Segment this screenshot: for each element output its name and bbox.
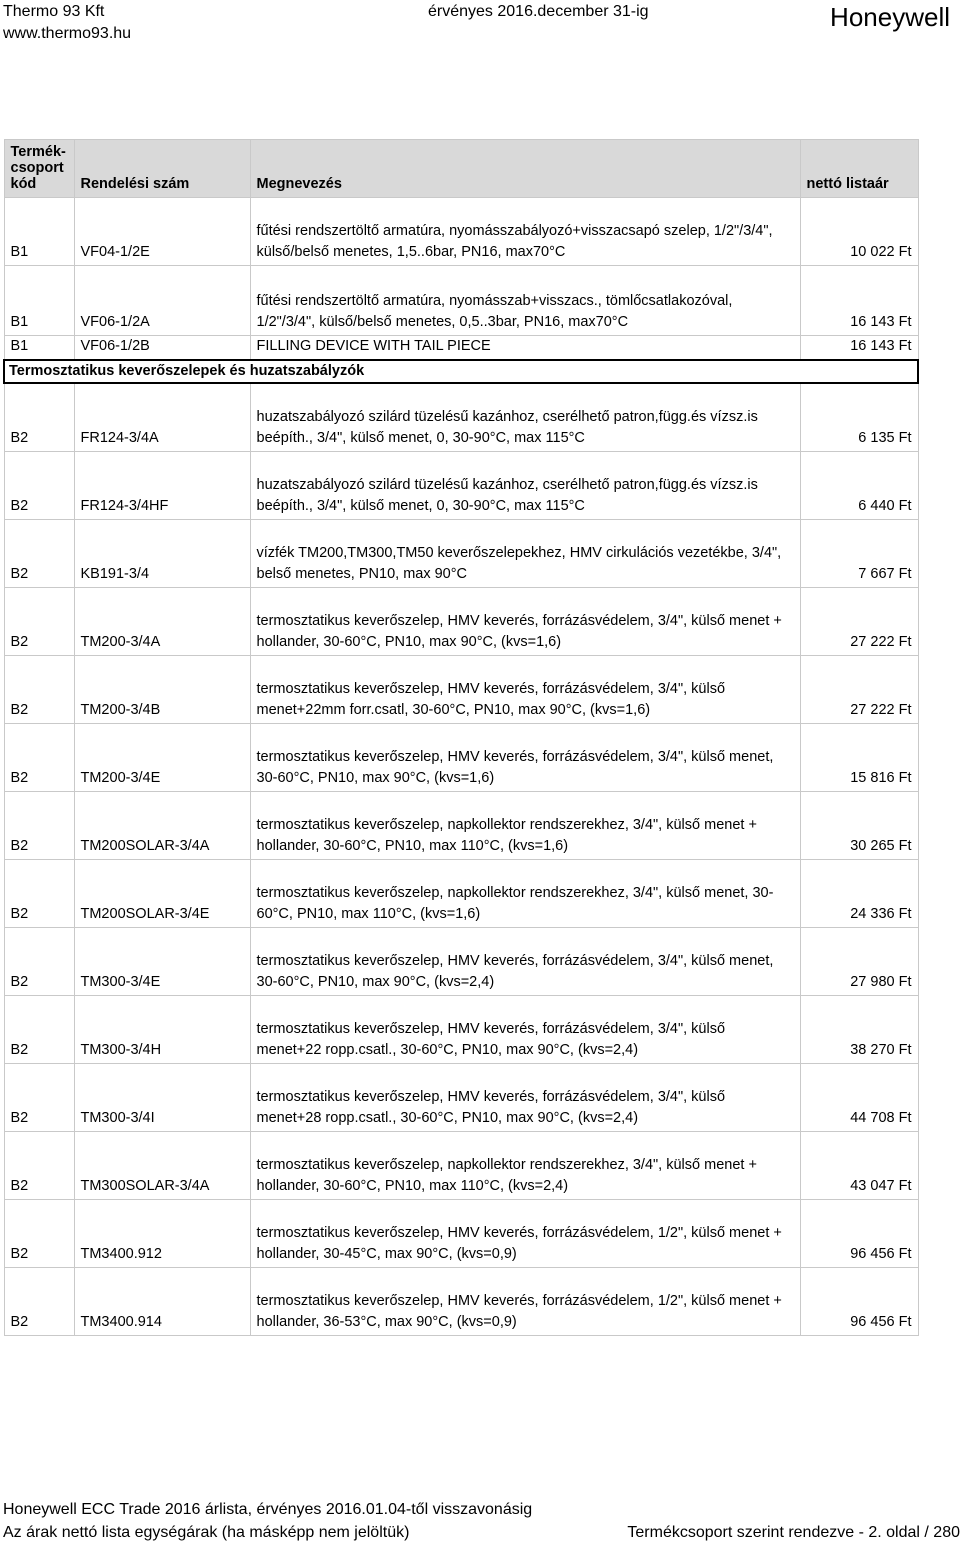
row-group-code: B2 — [4, 587, 74, 655]
row-description: termosztatikus keverőszelep, HMV keverés, forrázásvédelem, 3/4", külső menet + hollander, 30-60°C, PN10, max 90°C, (kvs=1,6) — [250, 587, 800, 655]
row-description: termosztatikus keverőszelep, HMV keverés, forrázásvédelem, 3/4", külső menet+28 ropp.csatl., 30-60°C, PN10, max 90°C, (kvs=2,4) — [250, 1063, 800, 1131]
brand-logo: Honeywell — [830, 2, 950, 32]
table-row — [4, 587, 918, 655]
header-group-code: Termék- csoport kód — [4, 140, 74, 198]
section-title: Termosztatikus keverőszelepek és huzatszabályzók — [4, 360, 918, 383]
footer-pricelist-note: Honeywell ECC Trade 2016 árlista, érvényes 2016.01.04-től visszavonásig — [3, 1501, 533, 1518]
row-group-code: B1 — [4, 266, 74, 336]
row-order-number: TM3400.914 — [74, 1267, 250, 1335]
row-order-number: TM300-3/4I — [74, 1063, 250, 1131]
row-description: huzatszabályozó szilárd tüzelésű kazánhoz, cserélhető patron,függ.és vízsz.is beépíth., 3/4", külső menet, 0, 30-90°C, max 115°C — [250, 451, 800, 519]
table-row — [4, 451, 918, 519]
company-name: Thermo 93 Kft — [3, 3, 105, 20]
row-order-number: TM200SOLAR-3/4A — [74, 791, 250, 859]
row-order-number: FR124-3/4HF — [74, 451, 250, 519]
row-price: 6 440 Ft — [800, 451, 918, 519]
table-row — [4, 1267, 918, 1335]
row-description: termosztatikus keverőszelep, HMV keverés, forrázásvédelem, 1/2", külső menet + hollander, 36-53°C, max 90°C, (kvs=0,9) — [250, 1267, 800, 1335]
table-row — [4, 383, 918, 451]
row-group-code: B2 — [4, 1063, 74, 1131]
table-row — [4, 927, 918, 995]
table-row — [4, 791, 918, 859]
row-price: 6 135 Ft — [800, 383, 918, 451]
row-price: 10 022 Ft — [800, 198, 918, 266]
row-group-code: B2 — [4, 451, 74, 519]
row-order-number: TM200-3/4E — [74, 723, 250, 791]
table-row — [4, 723, 918, 791]
row-group-code: B2 — [4, 859, 74, 927]
row-order-number: TM3400.912 — [74, 1199, 250, 1267]
row-group-code: B2 — [4, 791, 74, 859]
row-price: 27 980 Ft — [800, 927, 918, 995]
row-price: 15 816 Ft — [800, 723, 918, 791]
table-header-row — [4, 140, 918, 198]
row-description: FILLING DEVICE WITH TAIL PIECE — [250, 336, 800, 361]
row-price: 24 336 Ft — [800, 859, 918, 927]
row-order-number: VF04-1/2E — [74, 198, 250, 266]
table-row — [4, 655, 918, 723]
row-description: termosztatikus keverőszelep, napkollektor rendszerekhez, 3/4", külső menet, 30-60°C, PN10, max 110°C, (kvs=1,6) — [250, 859, 800, 927]
row-description: termosztatikus keverőszelep, HMV keverés, forrázásvédelem, 1/2", külső menet + hollander, 30-45°C, max 90°C, (kvs=0,9) — [250, 1199, 800, 1267]
row-group-code: B2 — [4, 927, 74, 995]
row-order-number: VF06-1/2B — [74, 336, 250, 361]
table-row — [4, 1063, 918, 1131]
row-price: 96 456 Ft — [800, 1267, 918, 1335]
company-website[interactable]: www.thermo93.hu — [3, 25, 132, 42]
row-price: 27 222 Ft — [800, 587, 918, 655]
footer-page-info: Termékcsoport szerint rendezve - 2. oldal / 280 — [627, 1524, 960, 1541]
row-order-number: TM200SOLAR-3/4E — [74, 859, 250, 927]
row-order-number: TM200-3/4A — [74, 587, 250, 655]
table-row — [4, 336, 918, 361]
row-description: vízfék TM200,TM300,TM50 keverőszelepekhez, HMV cirkulációs vezetékbe, 3/4", belső menetes, PN10, max 90°C — [250, 519, 800, 587]
row-price: 96 456 Ft — [800, 1199, 918, 1267]
row-description: termosztatikus keverőszelep, HMV keverés, forrázásvédelem, 3/4", külső menet, 30-60°C, PN10, max 90°C, (kvs=1,6) — [250, 723, 800, 791]
row-description: fűtési rendszertöltő armatúra, nyomásszab+visszacs., tömlőcsatlakozóval, 1/2"/3/4", külső/belső menetes, 0,5..3bar, PN16, max70°C — [250, 266, 800, 336]
row-description: termosztatikus keverőszelep, napkollektor rendszerekhez, 3/4", külső menet + hollander, 30-60°C, PN10, max 110°C, (kvs=2,4) — [250, 1131, 800, 1199]
table-row — [4, 995, 918, 1063]
row-group-code: B2 — [4, 1199, 74, 1267]
row-group-code: B2 — [4, 995, 74, 1063]
footer-price-note: Az árak nettó lista egységárak (ha másképp nem jelöltük) — [3, 1524, 410, 1541]
table-row — [4, 859, 918, 927]
row-group-code: B2 — [4, 1131, 74, 1199]
table-row — [4, 519, 918, 587]
row-order-number: TM300SOLAR-3/4A — [74, 1131, 250, 1199]
row-description: termosztatikus keverőszelep, napkollektor rendszerekhez, 3/4", külső menet + hollander, 30-60°C, PN10, max 110°C, (kvs=1,6) — [250, 791, 800, 859]
table-row — [4, 198, 918, 266]
table-row — [4, 266, 918, 336]
row-group-code: B1 — [4, 336, 74, 361]
table-row — [4, 1131, 918, 1199]
row-price: 30 265 Ft — [800, 791, 918, 859]
row-description: huzatszabályozó szilárd tüzelésű kazánhoz, cserélhető patron,függ.és vízsz.is beépíth., 3/4", külső menet, 0, 30-90°C, max 115°C — [250, 383, 800, 451]
row-description: termosztatikus keverőszelep, HMV keverés, forrázásvédelem, 3/4", külső menet+22mm forr.csatl, 30-60°C, PN10, max 90°C, (kvs=1,6) — [250, 655, 800, 723]
row-order-number: VF06-1/2A — [74, 266, 250, 336]
row-order-number: TM300-3/4E — [74, 927, 250, 995]
row-price: 16 143 Ft — [800, 336, 918, 361]
row-description: fűtési rendszertöltő armatúra, nyomásszabályozó+visszacsapó szelep, 1/2"/3/4", külső/belső menetes, 1,5..6bar, PN16, max70°C — [250, 198, 800, 266]
row-order-number: TM200-3/4B — [74, 655, 250, 723]
row-order-number: FR124-3/4A — [74, 383, 250, 451]
row-price: 7 667 Ft — [800, 519, 918, 587]
price-table — [3, 139, 919, 1336]
row-group-code: B2 — [4, 1267, 74, 1335]
row-price: 43 047 Ft — [800, 1131, 918, 1199]
validity-note: érvényes 2016.december 31-ig — [428, 3, 649, 20]
row-group-code: B2 — [4, 519, 74, 587]
row-group-code: B1 — [4, 198, 74, 266]
row-order-number: KB191-3/4 — [74, 519, 250, 587]
header-price: nettó listaár — [800, 140, 918, 198]
row-price: 27 222 Ft — [800, 655, 918, 723]
section-header-row — [4, 360, 918, 383]
header-description: Megnevezés — [250, 140, 800, 198]
row-order-number: TM300-3/4H — [74, 995, 250, 1063]
table-row — [4, 1199, 918, 1267]
row-price: 16 143 Ft — [800, 266, 918, 336]
row-price: 38 270 Ft — [800, 995, 918, 1063]
row-description: termosztatikus keverőszelep, HMV keverés, forrázásvédelem, 3/4", külső menet, 30-60°C, PN10, max 90°C, (kvs=2,4) — [250, 927, 800, 995]
row-description: termosztatikus keverőszelep, HMV keverés, forrázásvédelem, 3/4", külső menet+22 ropp.csatl., 30-60°C, PN10, max 90°C, (kvs=2,4) — [250, 995, 800, 1063]
row-price: 44 708 Ft — [800, 1063, 918, 1131]
row-group-code: B2 — [4, 383, 74, 451]
header-order-no: Rendelési szám — [74, 140, 250, 198]
row-group-code: B2 — [4, 723, 74, 791]
row-group-code: B2 — [4, 655, 74, 723]
